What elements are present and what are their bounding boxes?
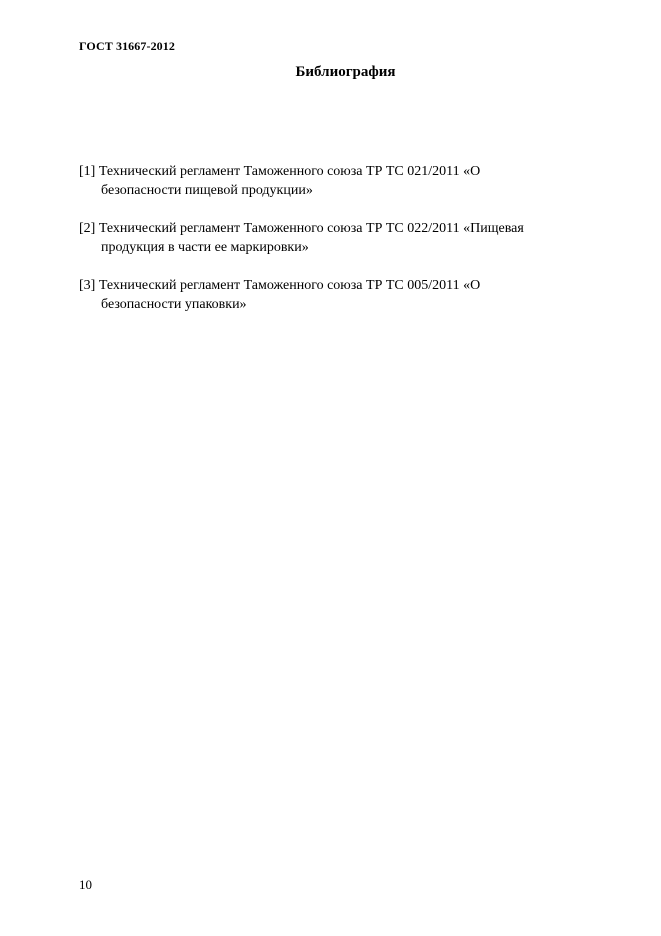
bibliography-entry-3 <box>79 276 589 314</box>
page-number: 10 <box>79 877 92 892</box>
page-title: Библиография <box>295 64 396 80</box>
bibliography-entry-3-line-1: [3] Технический регламент Таможенного союза ТР ТС 005/2011 «О <box>79 278 481 293</box>
bibliography-entry-3-line-2: безопасности упаковки» <box>101 297 247 312</box>
bibliography-entry-1-line-2: безопасности пищевой продукции» <box>101 183 313 198</box>
bibliography-list <box>79 162 589 333</box>
bibliography-entry-1 <box>79 162 589 200</box>
bibliography-entry-2-line-1: [2] Технический регламент Таможенного союза ТР ТС 022/2011 «Пищевая <box>79 221 524 236</box>
bibliography-entry-2 <box>79 219 589 257</box>
document-code: ГОСТ 31667-2012 <box>79 39 175 53</box>
bibliography-entry-1-line-1: [1] Технический регламент Таможенного союза ТР ТС 021/2011 «О <box>79 164 481 179</box>
bibliography-entry-2-line-2: продукция в части ее маркировки» <box>101 240 309 255</box>
